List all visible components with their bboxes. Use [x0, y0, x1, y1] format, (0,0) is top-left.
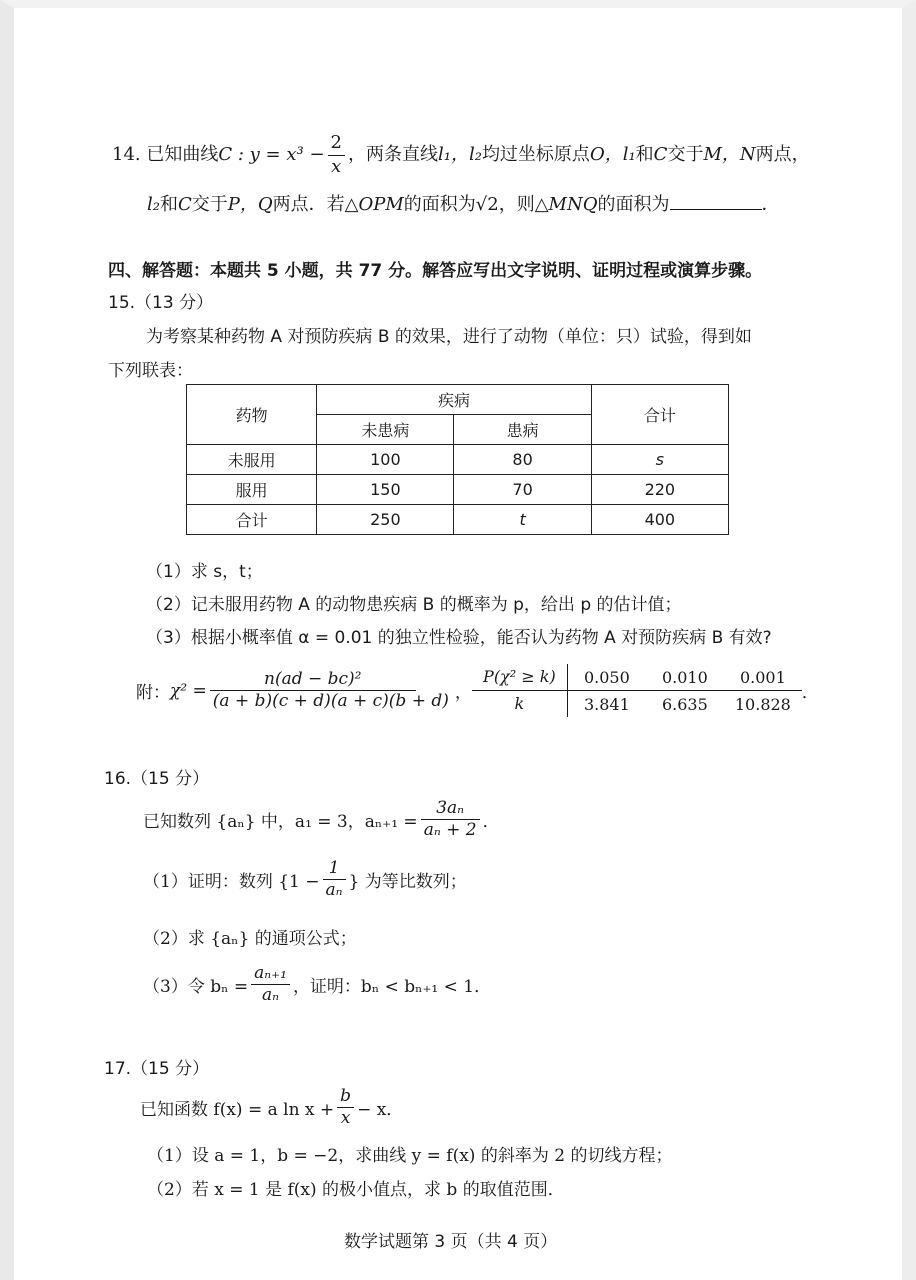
q15-number: 15.（13 分） — [108, 293, 214, 313]
q16-intro: 已知数列 {aₙ} 中，a₁ = 3，aₙ₊₁ = $\frac{\text{3aₙ}}{\text{aₙ + 2}}$ ． — [143, 798, 500, 841]
q15-part1: （1）求 s，t； — [146, 562, 263, 582]
q15-intro-2: 下列联表： — [108, 361, 193, 381]
q17-part1: （1）设 a = 1，b = −2，求曲线 y = f(x) 的斜率为 2 的切线方程； — [147, 1146, 673, 1166]
q14-number: 14. — [112, 144, 141, 165]
q15-part2: （2）记未服用药物 A 的动物患疾病 B 的概率为 p，给出 p 的估计值； — [146, 595, 682, 615]
answer-blank[interactable] — [670, 193, 762, 210]
q15-part3: （3）根据小概率值 α = 0.01 的独立性检验，能否认为药物 A 对预防疾病 B 有效? — [146, 628, 772, 648]
q17-intro: 已知函数 f(x) = a ln x + $\frac{b}{x}$ − x． — [140, 1086, 404, 1129]
q15-appendix: 附： χ² = $\frac{\text{n(ad − bc)²}}{(a + b)(c + d)(a + c)(b + d)}$ ， P(χ² ≥ k) 0.050 0.010 0.001 k 3.841 6.635 10.828 ． — [136, 664, 819, 717]
table-row: 未服用 100 80 s — [187, 445, 729, 475]
page-footer: 数学试题第 3 页（共 4 页） — [344, 1232, 558, 1252]
q14-line1: 14. 已知曲线C : y = x³ − $\frac{2}{x}$ ，两条直线l₁，l₂均过坐标原点O，l₁和C交于M，N两点， — [112, 132, 810, 177]
table-header-disease: 疾病 — [317, 385, 591, 415]
table-row: 服用 150 70 220 — [187, 475, 729, 505]
table-header-disease-yes: 患病 — [454, 415, 591, 445]
table-header-total: 合计 — [591, 385, 728, 445]
table-header-drug: 药物 — [187, 385, 317, 445]
chi-square-symbol: χ² = — [170, 680, 207, 701]
q15-intro-1: 为考察某种药物 A 对预防疾病 B 的效果，进行了动物（单位：只）试验，得到如 — [146, 327, 752, 347]
q16-number: 16.（15 分） — [104, 769, 210, 789]
q16-part3: （3）令 bₙ = $\frac{\text{aₙ₊₁}}{\text{aₙ}}$ ，证明：bₙ < bₙ₊₁ < 1． — [143, 963, 492, 1006]
q16-part1: （1）证明：数列 {1 − $\frac{1}{\text{aₙ}}$ } 为等比数列； — [143, 858, 467, 901]
q17-part2: （2）若 x = 1 是 f(x) 的极小值点，求 b 的取值范围． — [147, 1180, 565, 1200]
q14-line2: l₂和C交于P，Q两点．若△OPM的面积为√2，则△MNQ的面积为 ． — [147, 194, 780, 215]
table-row: 合计 250 t 400 — [187, 505, 729, 535]
q16-part2: （2）求 {aₙ} 的通项公式； — [143, 929, 357, 949]
q14-fraction: $\frac{2}{x}$ — [328, 132, 345, 178]
chi-square-formula: $\frac{\text{n(ad − bc)²}}{(a + b)(c + d)(a + c)(b + d)}$ — [210, 669, 452, 713]
table-header-no-disease: 未患病 — [317, 415, 454, 445]
contingency-table — [186, 384, 729, 535]
section-heading: 四、解答题：本题共 5 小题，共 77 分。解答应写出文字说明、证明过程或演算步骤。 — [108, 261, 763, 281]
q17-number: 17.（15 分） — [104, 1059, 210, 1079]
critical-value-table: P(χ² ≥ k) 0.050 0.010 0.001 k 3.841 6.635 10.828 — [472, 664, 802, 717]
